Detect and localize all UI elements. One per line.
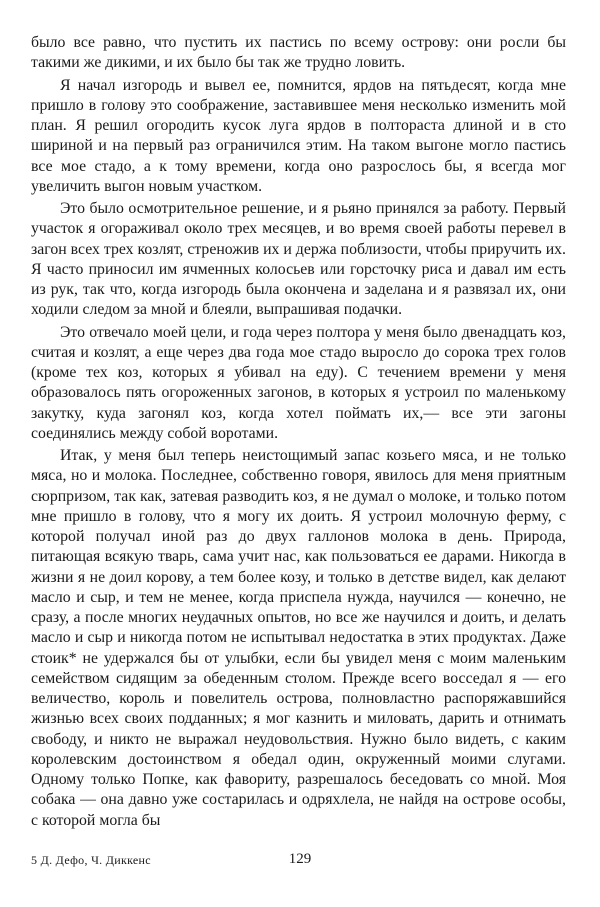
body-text bbox=[31, 33, 566, 831]
paragraph: Это отвечало моей цели, и года через полтора у меня было двенадцать коз, считая и козлят, а еще через два года мое стадо выросло до сорока трех голов (кроме тех коз, которых я убивал на еду). С течением времени у меня образовалось пять огороженных загонов, в которых я устроил по маленькому закутку, куда загонял коз, когда хотел поймать их,— все эти загоны соединялись между собой воротами. bbox=[31, 323, 566, 442]
paragraph-continued: было все равно, что пустить их пастись по всему острову: они росли бы такими же дикими, и их было бы так же трудно ловить. bbox=[31, 34, 566, 72]
page-footer bbox=[0, 851, 600, 875]
paragraph: Итак, у меня был теперь неистощимый запас козьего мяса, и не только мяса, но и молока. Последнее, собственно говоря, явилось для меня приятным сюрпризом, так как, затевая разводить коз, я не думал о молоке, и только потом мне пришло в голову, что я могу их доить. Я устроил молочную ферму, с которой получал иной раз до двух галлонов молока в день. Природа, питающая всякую тварь, сама учит нас, как пользоваться ее дарами. Никогда в жизни я не доил корову, а тем более козу, и только в детстве видел, как делают масло и сыр, и тем не менее, когда приспела нужда, научился — конечно, не сразу, а после многих неудачных опытов, но все же научился и доить, и делать масло и сыр и никогда потом не испытывал недостатка в этих продуктах. Даже стоик* не удержался бы от улыбки, если бы увидел меня с моим маленьким семейством сидящим за обеденным столом. Прежде всего восседал я — его величество, король и повелитель острова, полновластно распоряжавшийся жизнью всех своих подданных; я мог казнить и миловать, дарить и отнимать свободу, и никто не выражал неудовольствия. Нужно было видеть, с каким королевским достоинством я обедал один, окруженный моими слугами. Одному только Попке, как фавориту, разрешалось беседовать со мной. Моя собака — она давно уже состарилась и одряхлела, не найдя на острове особы, с которой могла бы bbox=[31, 447, 566, 829]
paragraph: Я начал изгородь и вывел ее, помнится, ярдов на пятьдесят, когда мне пришло в голову это соображение, заставившее меня несколько изменить мой план. Я решил огородить кусок луга ярдов в полтораста длиной и в сто шириной и на первый раз ограничился этим. На таком выгоне могло пастись все мое стадо, а к тому времени, когда оно разрослось бы, я всегда мог увеличить выгон новым участком. bbox=[31, 76, 566, 195]
paragraph: Это было осмотрительное решение, и я рьяно принялся за работу. Первый участок я огораживал около трех месяцев, и во время своей работы перевел в загон всех трех козлят, стреножив их и держа поблизости, чтобы приручить их. Я часто приносил им ячменных колосьев или горсточку риса и давал им есть из рук, так что, когда изгородь была окончена и заделана и я развязал их, они ходили следом за мной и блеяли, выпрашивая подачки. bbox=[31, 200, 566, 319]
page-number: 129 bbox=[288, 851, 312, 867]
signature-mark: 5 Д. Дефо, Ч. Диккенс bbox=[31, 853, 151, 867]
